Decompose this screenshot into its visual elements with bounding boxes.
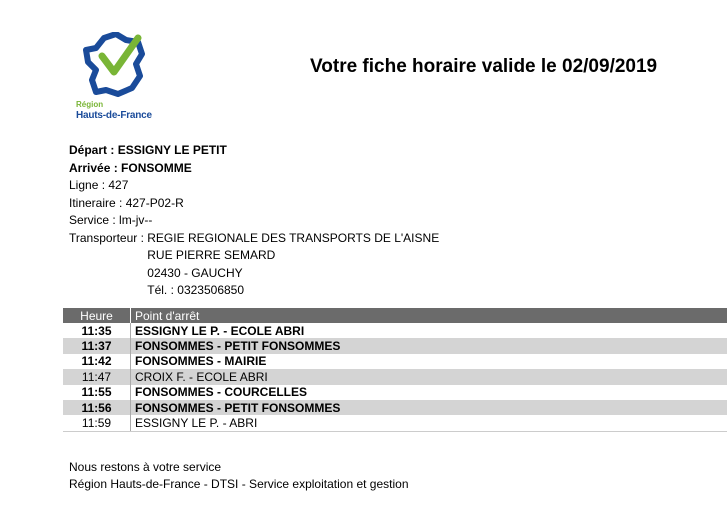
itineraire-label: Itineraire : <box>69 195 123 210</box>
transporteur-name: REGIE REGIONALE DES TRANSPORTS DE L'AISNE <box>147 230 440 245</box>
ligne-value: 427 <box>108 178 129 192</box>
logo-region-name: Hauts-de-France <box>76 110 152 121</box>
row-heure: 11:42 <box>63 354 131 369</box>
row-heure: 11:37 <box>63 338 131 353</box>
row-heure: 11:59 <box>63 415 131 431</box>
depart-label: Départ : <box>69 143 115 157</box>
service-row <box>69 212 439 230</box>
table-row <box>63 323 727 338</box>
itineraire-row <box>69 195 439 213</box>
row-point: ESSIGNY LE P. - ECOLE ABRI <box>131 323 727 338</box>
itineraire-value: 427-P02-R <box>125 195 184 210</box>
row-point: FONSOMMES - COURCELLES <box>131 385 727 400</box>
row-heure: 11:35 <box>63 323 131 338</box>
schedule-header-row <box>63 308 727 323</box>
depart-row <box>69 142 439 160</box>
footer-line-2: Région Hauts-de-France - DTSI - Service exploitation et gestion <box>69 477 409 491</box>
table-row <box>63 385 727 400</box>
row-heure: 11:56 <box>63 400 131 415</box>
service-label: Service : <box>69 213 116 227</box>
row-point: CROIX F. - ECOLE ABRI <box>131 369 727 384</box>
table-row <box>63 338 727 353</box>
transporteur-row <box>69 230 439 300</box>
table-row <box>63 369 727 384</box>
schedule-table <box>63 308 727 432</box>
trip-info <box>69 142 439 300</box>
header-heure: Heure <box>63 308 131 323</box>
row-point: FONSOMMES - PETIT FONSOMMES <box>131 400 727 415</box>
transporteur-label: Transporteur : <box>69 230 144 245</box>
arrivee-value: FONSOMME <box>121 160 192 175</box>
france-map-icon <box>82 32 152 100</box>
footer <box>69 459 409 493</box>
arrivee-row <box>69 160 439 178</box>
row-point: ESSIGNY LE P. - ABRI <box>131 415 727 431</box>
table-row <box>63 354 727 369</box>
transporteur-tel: Tél. : 0323506850 <box>147 283 245 297</box>
row-heure: 11:55 <box>63 385 131 400</box>
page-title: Votre fiche horaire valide le 02/09/2019 <box>310 56 658 77</box>
logo-region-label: Région <box>76 100 104 109</box>
transporteur-address <box>147 230 439 300</box>
row-point: FONSOMMES - MAIRIE <box>131 354 727 369</box>
transporteur-city: 02430 - GAUCHY <box>147 265 243 280</box>
arrivee-label: Arrivée : <box>69 160 118 175</box>
footer-line-1: Nous restons à votre service <box>69 460 222 474</box>
row-heure: 11:47 <box>63 369 131 384</box>
row-point: FONSOMMES - PETIT FONSOMMES <box>131 338 727 353</box>
region-logo <box>72 28 172 128</box>
ligne-row <box>69 177 439 195</box>
table-row <box>63 415 727 431</box>
ligne-label: Ligne : <box>69 178 106 192</box>
depart-value: ESSIGNY LE PETIT <box>117 143 227 157</box>
table-row <box>63 400 727 415</box>
transporteur-street: RUE PIERRE SEMARD <box>147 248 276 262</box>
service-value: lm-jv-- <box>119 213 153 227</box>
header-point-arret: Point d'arrêt <box>131 308 727 323</box>
